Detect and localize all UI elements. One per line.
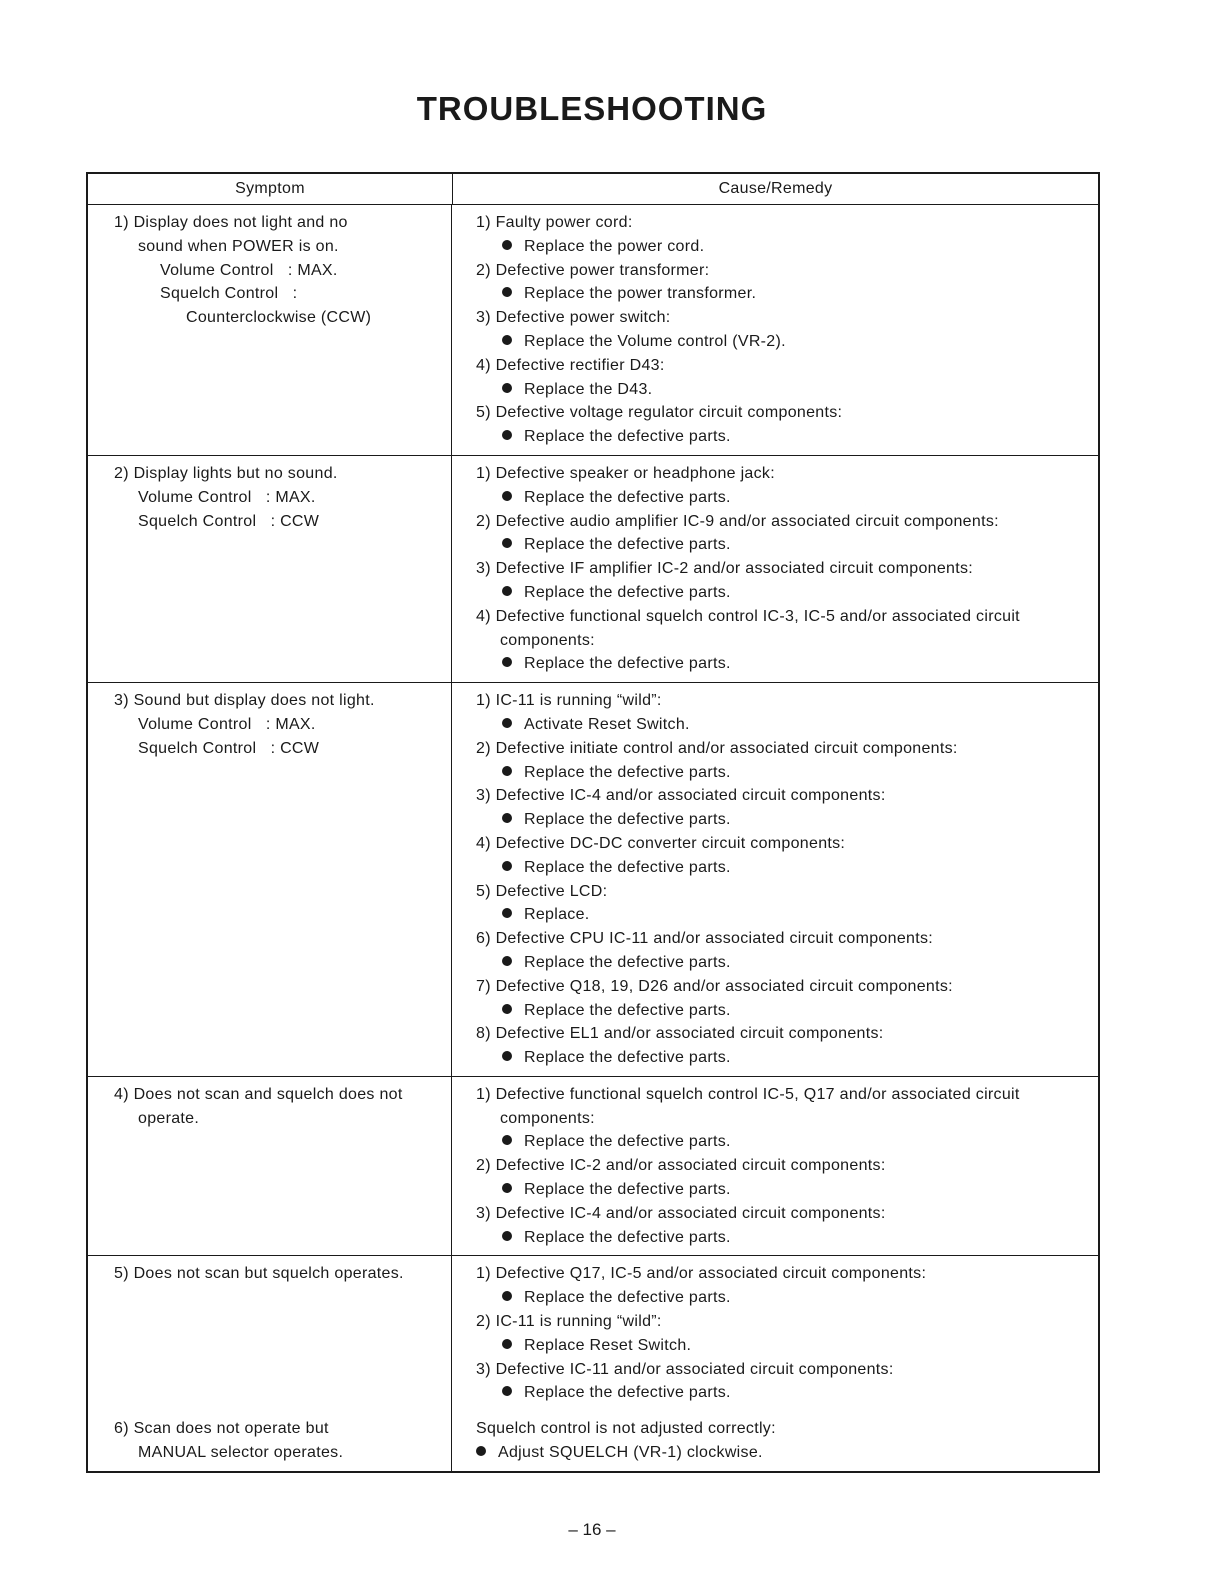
table-row: [88, 1077, 1098, 1257]
cause-line: 1) Defective speaker or headphone jack:: [476, 464, 775, 482]
bullet-icon: [502, 813, 512, 823]
remedy-line: [476, 761, 1088, 785]
cause-line: 3) Defective power switch:: [476, 309, 671, 327]
remedy-line: [476, 1381, 1088, 1405]
remedy-text: Replace the defective parts.: [524, 1181, 731, 1199]
bullet-icon: [476, 1446, 486, 1456]
remedy-line: [476, 282, 1088, 306]
cause-line: Squelch control is not adjusted correctly:: [476, 1420, 776, 1438]
table-row: [88, 1411, 1098, 1471]
remedy-text: Replace the defective parts.: [524, 858, 731, 876]
bullet-icon: [502, 718, 512, 728]
cause-line: 1) Faulty power cord:: [476, 214, 633, 231]
table-row: [88, 456, 1098, 683]
cause-line: 3) Defective IC-11 and/or associated circuit components:: [476, 1360, 894, 1378]
remedy-line: [476, 1226, 1088, 1250]
bullet-icon: [502, 1231, 512, 1241]
cause-cell: [452, 1256, 1098, 1411]
remedy-text: Replace the defective parts.: [524, 488, 731, 506]
remedy-line: [476, 1178, 1088, 1202]
bullet-icon: [502, 1339, 512, 1349]
remedy-line: [476, 425, 1088, 449]
remedy-line: [476, 581, 1088, 605]
bullet-icon: [502, 1291, 512, 1301]
symptom-line: 3) Sound but display does not light.: [114, 692, 375, 710]
cause-cell: [452, 683, 1098, 1076]
symptom-line: Volume Control : MAX.: [160, 261, 338, 279]
bullet-icon: [502, 956, 512, 966]
remedy-text: Replace the defective parts.: [524, 1133, 731, 1151]
remedy-text: Replace the defective parts.: [524, 1384, 731, 1402]
remedy-line: [476, 1334, 1088, 1358]
symptom-cell: [88, 456, 452, 682]
bullet-icon: [502, 430, 512, 440]
symptom-line: MANUAL selector operates.: [138, 1444, 344, 1462]
bullet-icon: [502, 1135, 512, 1145]
bullet-icon: [502, 383, 512, 393]
troubleshooting-table: [86, 172, 1100, 1473]
cause-line: 2) Defective initiate control and/or associated circuit components:: [476, 739, 958, 757]
cause-line: 2) Defective IC-2 and/or associated circuit components:: [476, 1157, 886, 1175]
cause-line: components:: [500, 1109, 595, 1127]
cause-line: 2) IC-11 is running “wild”:: [476, 1313, 662, 1331]
remedy-text: Replace the defective parts.: [524, 583, 731, 601]
symptom-cell: [88, 1256, 452, 1411]
bullet-icon: [502, 908, 512, 918]
remedy-line: [476, 856, 1088, 880]
cause-line: 4) Defective rectifier D43:: [476, 356, 665, 374]
symptom-line: Volume Control : MAX.: [138, 488, 316, 506]
cause-line: 5) Defective voltage regulator circuit components:: [476, 404, 843, 422]
symptom-cell: [88, 205, 452, 455]
remedy-text: Adjust SQUELCH (VR-1) clockwise.: [498, 1444, 763, 1462]
bullet-icon: [502, 538, 512, 548]
remedy-line: [476, 378, 1088, 402]
symptom-line: Volume Control : MAX.: [138, 715, 316, 733]
symptom-cell: [88, 1411, 452, 1471]
remedy-text: Replace the defective parts.: [524, 953, 731, 971]
cause-line: 3) Defective IC-4 and/or associated circuit components:: [476, 1204, 886, 1222]
bullet-icon: [502, 240, 512, 250]
remedy-line: [476, 951, 1088, 975]
remedy-text: Replace the defective parts.: [524, 536, 731, 554]
remedy-text: Replace the defective parts.: [524, 811, 731, 829]
cause-cell: [452, 456, 1098, 682]
remedy-text: Replace the power transformer.: [524, 285, 757, 303]
symptom-line: 4) Does not scan and squelch does not: [114, 1085, 403, 1103]
symptom-header: Symptom: [88, 174, 453, 204]
symptom-line: 2) Display lights but no sound.: [114, 464, 338, 482]
remedy-text: Replace the defective parts.: [524, 655, 731, 673]
symptom-line: Squelch Control :: [160, 285, 298, 303]
symptom-line: sound when POWER is on.: [138, 237, 339, 255]
remedy-line: [476, 1130, 1088, 1154]
page-number: – 16 –: [568, 1520, 616, 1539]
cause-line: 1) IC-11 is running “wild”:: [476, 692, 662, 710]
remedy-text: Replace.: [524, 906, 590, 924]
remedy-text: Replace the Volume control (VR-2).: [524, 332, 786, 350]
cause-line: 7) Defective Q18, 19, D26 and/or associated circuit components:: [476, 977, 953, 995]
remedy-line: [476, 999, 1088, 1023]
bullet-icon: [502, 1386, 512, 1396]
remedy-line: [476, 533, 1088, 557]
bullet-icon: [502, 491, 512, 501]
remedy-line: [476, 903, 1088, 927]
cause-line: 2) Defective power transformer:: [476, 261, 710, 279]
bullet-icon: [502, 1051, 512, 1061]
table-row: [88, 205, 1098, 456]
bullet-icon: [502, 1004, 512, 1014]
remedy-line: [476, 713, 1088, 737]
table-header: [88, 174, 1098, 205]
remedy-text: Replace Reset Switch.: [524, 1336, 692, 1354]
remedy-text: Replace the power cord.: [524, 237, 705, 255]
cause-line: 1) Defective functional squelch control IC-5, Q17 and/or associated circuit: [476, 1085, 1020, 1103]
symptom-line: operate.: [138, 1109, 200, 1127]
cause-cell: [452, 1411, 1098, 1471]
symptom-line: Squelch Control : CCW: [138, 512, 320, 530]
symptom-cell: [88, 1077, 452, 1256]
remedy-line: [476, 808, 1088, 832]
remedy-text: Replace the D43.: [524, 380, 653, 398]
remedy-text: Replace the defective parts.: [524, 763, 731, 781]
remedy-text: Replace the defective parts.: [524, 1049, 731, 1067]
table-row: [88, 683, 1098, 1077]
page-title: TROUBLESHOOTING: [416, 90, 768, 127]
symptom-line: 5) Does not scan but squelch operates.: [114, 1265, 404, 1283]
remedy-text: Replace the defective parts.: [524, 1228, 731, 1246]
symptom-line: Squelch Control : CCW: [138, 739, 320, 757]
symptom-line: Counterclockwise (CCW): [186, 309, 372, 327]
remedy-line: [476, 652, 1088, 676]
cause-line: 4) Defective functional squelch control IC-3, IC-5 and/or associated circuit: [476, 607, 1020, 625]
remedy-line: [476, 486, 1088, 510]
cause-line: 5) Defective LCD:: [476, 882, 608, 900]
cause-line: 6) Defective CPU IC-11 and/or associated circuit components:: [476, 930, 934, 948]
remedy-line: [476, 1441, 1088, 1465]
remedy-text: Activate Reset Switch.: [524, 715, 690, 733]
cause-cell: [452, 205, 1098, 455]
cause-cell: [452, 1077, 1098, 1256]
bullet-icon: [502, 287, 512, 297]
remedy-text: Replace the defective parts.: [524, 1289, 731, 1307]
table-row: [88, 1256, 1098, 1411]
symptom-cell: [88, 683, 452, 1076]
remedy-text: Replace the defective parts.: [524, 428, 731, 446]
cause-header: Cause/Remedy: [718, 180, 833, 197]
remedy-line: [476, 330, 1088, 354]
cause-line: components:: [500, 631, 595, 649]
cause-line: 8) Defective EL1 and/or associated circuit components:: [476, 1025, 884, 1043]
cause-line: 3) Defective IC-4 and/or associated circuit components:: [476, 787, 886, 805]
remedy-text: Replace the defective parts.: [524, 1001, 731, 1019]
remedy-line: [476, 1286, 1088, 1310]
bullet-icon: [502, 1183, 512, 1193]
cause-line: 2) Defective audio amplifier IC-9 and/or associated circuit components:: [476, 512, 999, 530]
symptom-line: 6) Scan does not operate but: [114, 1420, 329, 1438]
cause-line: 4) Defective DC-DC converter circuit components:: [476, 834, 846, 852]
bullet-icon: [502, 586, 512, 596]
bullet-icon: [502, 766, 512, 776]
cause-line: 3) Defective IF amplifier IC-2 and/or associated circuit components:: [476, 560, 974, 578]
cause-line: 1) Defective Q17, IC-5 and/or associated circuit components:: [476, 1265, 927, 1283]
bullet-icon: [502, 657, 512, 667]
remedy-line: [476, 1046, 1088, 1070]
bullet-icon: [502, 335, 512, 345]
symptom-line: 1) Display does not light and no: [114, 214, 348, 231]
bullet-icon: [502, 861, 512, 871]
remedy-line: [476, 235, 1088, 259]
